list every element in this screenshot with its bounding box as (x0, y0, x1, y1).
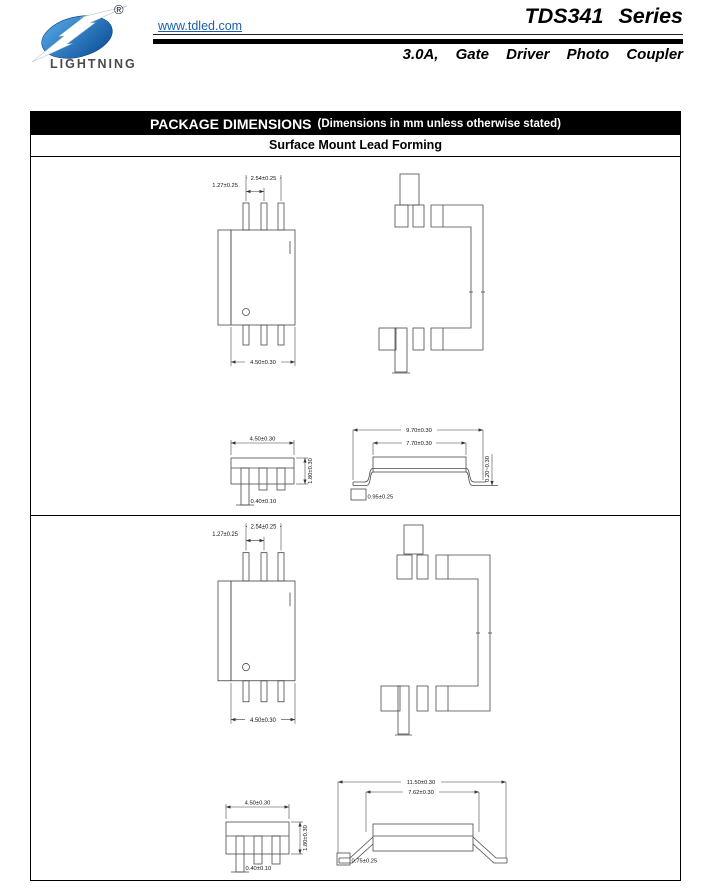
profile-outline (381, 525, 492, 735)
section-header-bar (31, 112, 680, 135)
dim-overall-span: 9.70±0.30 (406, 428, 432, 435)
series-title: TDS341 Series (524, 4, 683, 28)
side-view-drawing-2 (211, 784, 311, 874)
lead-profile-drawing-1 (356, 170, 501, 380)
package-dimensions-box (30, 111, 681, 881)
front-view-drawing-1 (186, 170, 316, 370)
dim-body-span: 7.70±0.30 (406, 441, 432, 448)
section-title: PACKAGE DIMENSIONS (149, 115, 312, 132)
dim-lead-width: 0.40±0.10 (245, 866, 272, 872)
side-outline (231, 458, 294, 505)
gullwing-view-drawing-1 (346, 424, 516, 506)
package-outline (218, 203, 295, 345)
product-subtitle: 3.0A, Gate Driver Photo Coupler (402, 46, 683, 63)
subsection-title: Surface Mount Lead Forming (31, 135, 680, 157)
dimension-lines (231, 523, 295, 724)
dim-body-width: 4.50±0.30 (249, 436, 276, 443)
section-note: (Dimensions in mm unless otherwise stated) (317, 117, 562, 130)
brand-name: LIGHTNING (50, 57, 137, 71)
dimension-lines (231, 440, 308, 484)
dimension-lines (231, 175, 295, 366)
dim-body-width: 4.50±0.30 (250, 360, 276, 367)
registered-trademark: ® (114, 2, 124, 17)
dim-body-span: 7.62±0.30 (408, 790, 434, 797)
dim-lead-pitch: 2.54±0.25 (250, 524, 277, 531)
pin1-indicator (243, 309, 250, 316)
dimension-lines (226, 804, 303, 854)
dim-body-width: 4.50±0.30 (244, 800, 271, 807)
dim-body-height: 1.80±0.30 (303, 825, 309, 851)
dim-foot-length: 0.75±0.25 (351, 858, 378, 865)
lead-profile-drawing-2 (371, 519, 501, 745)
package-outline (218, 553, 295, 702)
dim-overall-span: 11.50±0.30 (406, 780, 436, 787)
dim-half-pitch: 1.27±0.25 (212, 183, 238, 189)
dim-body-width: 4.50±0.30 (250, 717, 276, 724)
dim-lead-pitch: 2.54±0.25 (250, 176, 277, 182)
lead-forming-panel-1 (31, 157, 680, 516)
dim-foot-length: 0.95±0.25 (367, 494, 394, 501)
header-thin-rule (153, 34, 683, 35)
lead-forming-panel-2 (31, 516, 680, 878)
dim-half-pitch: 1.27±0.25 (212, 531, 238, 538)
dim-standoff: 0.20~0.30 (485, 456, 491, 482)
pin1-indicator (243, 663, 250, 670)
dim-body-height: 1.80±0.30 (308, 458, 314, 484)
gullwing-view-drawing-2 (331, 774, 511, 869)
side-outline (226, 822, 289, 872)
dim-lead-width: 0.40±0.10 (250, 499, 277, 505)
header-thick-rule (153, 39, 683, 44)
front-view-drawing-2 (186, 518, 316, 728)
profile-outline (379, 174, 485, 373)
side-view-drawing-1 (216, 430, 316, 512)
website-link[interactable]: www.tdled.com (158, 19, 243, 33)
